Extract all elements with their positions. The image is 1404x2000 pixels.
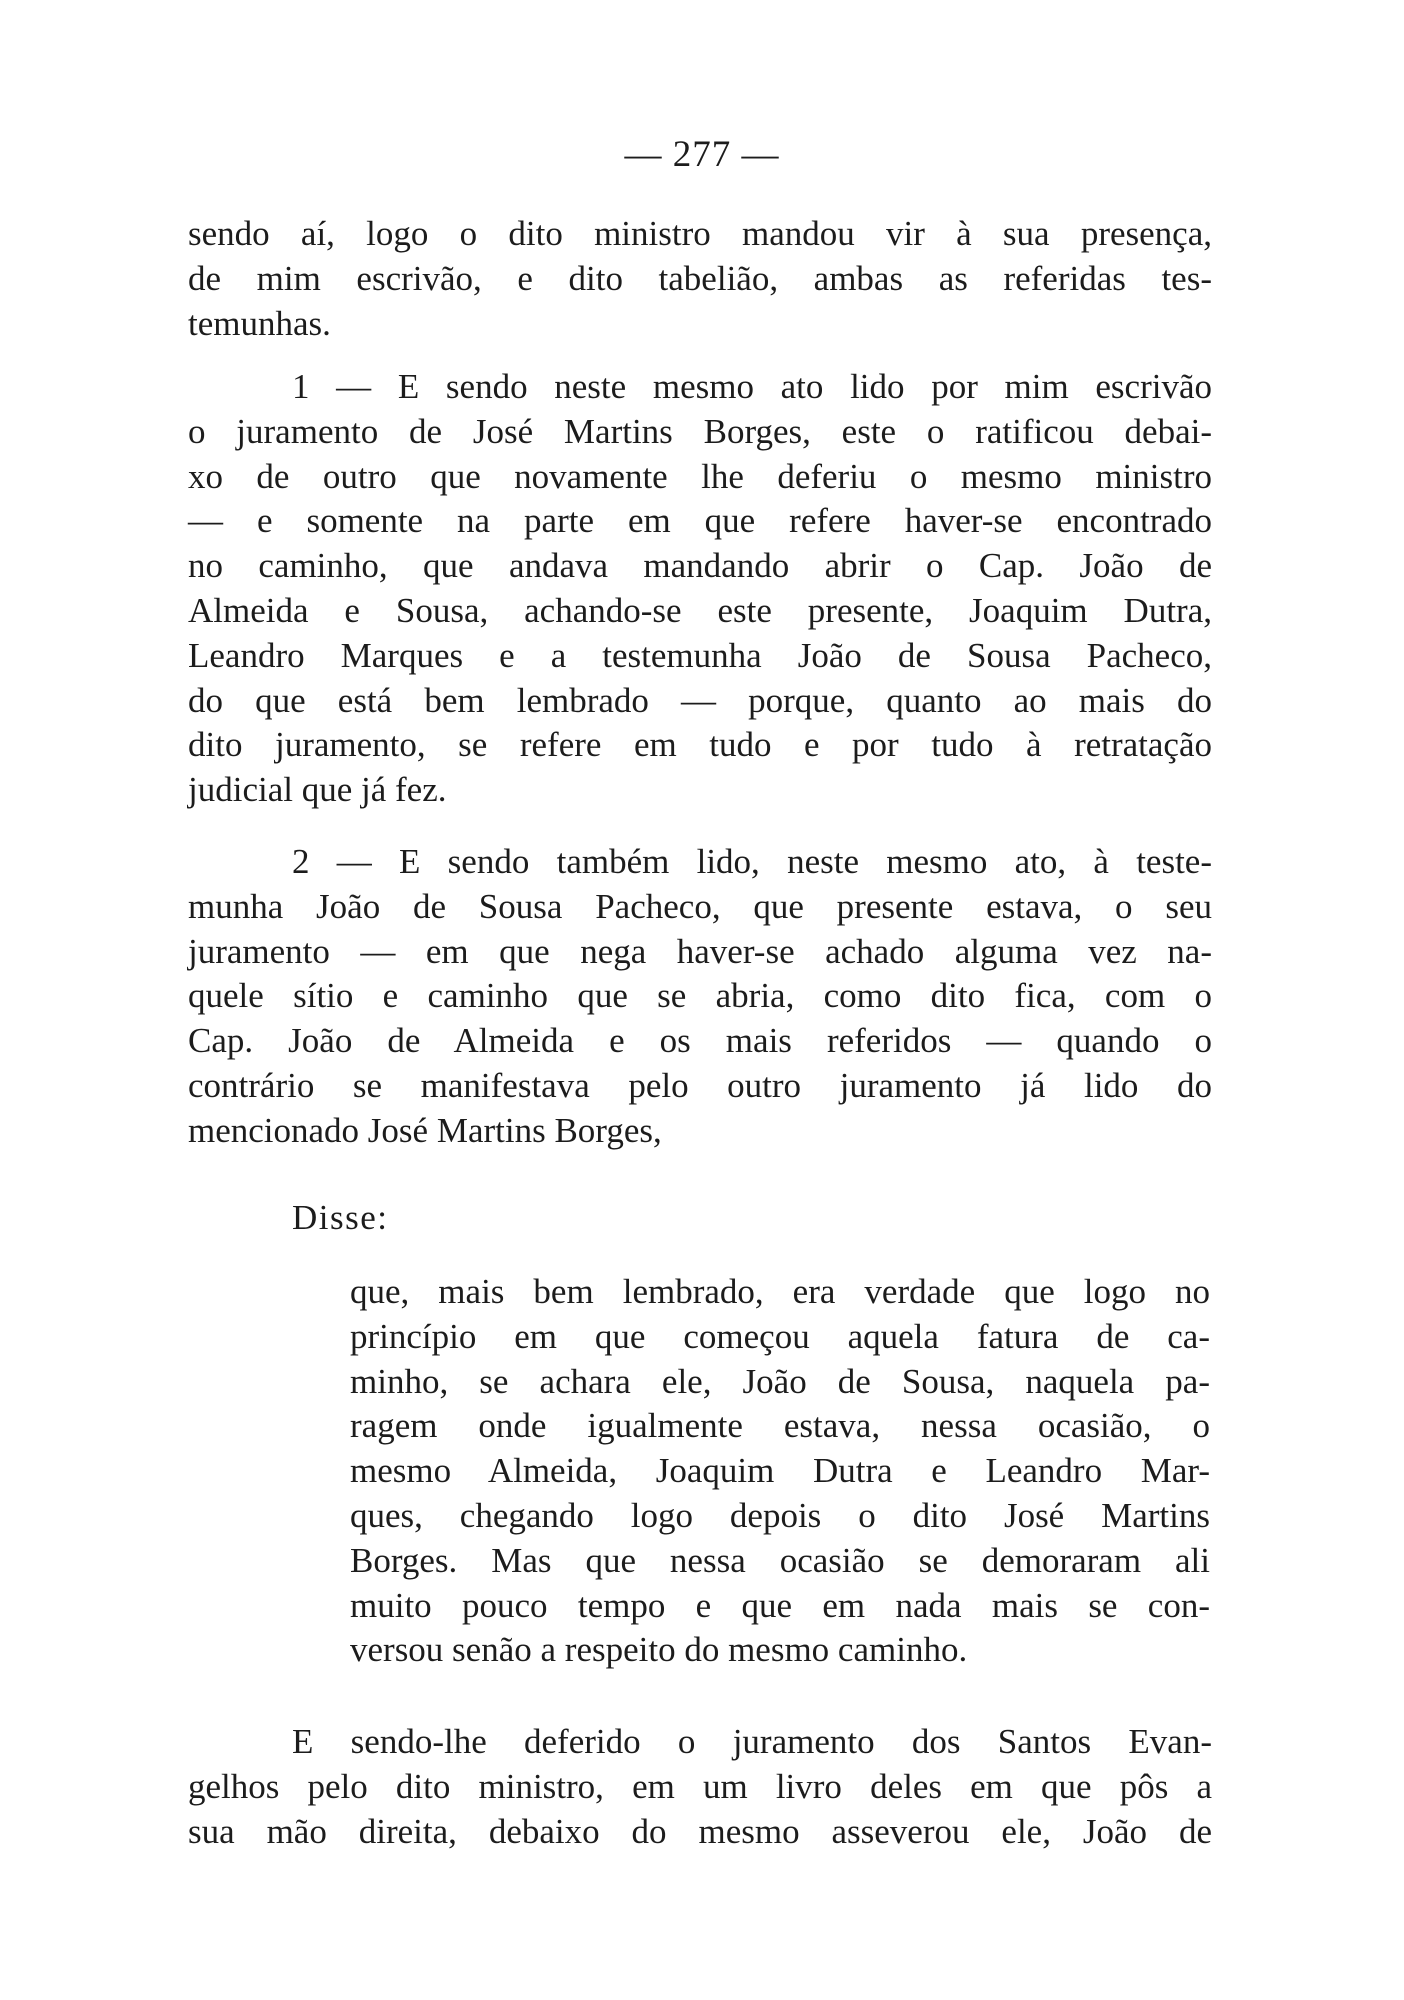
text-line: contrário se manifestava pelo outro juramento já lido do xyxy=(188,1065,1212,1105)
paragraph-item-2 xyxy=(188,840,1212,1154)
text-line: que, mais bem lembrado, era verdade que logo no xyxy=(350,1272,1210,1311)
text-line: mesmo Almeida, Joaquim Dutra e Leandro Mar- xyxy=(350,1451,1210,1491)
text-line: sua mão direita, debaixo do mesmo asseverou ele, João de xyxy=(188,1811,1212,1851)
text-line: judicial que já fez. xyxy=(188,770,447,810)
text-line: minho, se achara ele, João de Sousa, naquela pa- xyxy=(350,1361,1210,1401)
text-line: ragem onde igualmente estava, nessa ocasião, o xyxy=(350,1406,1210,1446)
text-line: dito juramento, se refere em tudo e por tudo à retratação xyxy=(188,725,1212,765)
text-line: quele sítio e caminho que se abria, como dito fica, com o xyxy=(188,976,1212,1016)
disse-label: Disse: xyxy=(292,1198,389,1237)
text-line: ques, chegando logo depois o dito José Martins xyxy=(350,1495,1210,1535)
text-line: do que está bem lembrado — porque, quanto ao mais do xyxy=(188,680,1212,720)
quoted-testimony xyxy=(350,1270,1210,1673)
text-line: E sendo-lhe deferido o juramento dos Santos Evan- xyxy=(292,1722,1212,1761)
text-line: Cap. João de Almeida e os mais referidos — quando o xyxy=(188,1021,1212,1061)
paragraph-item-1 xyxy=(188,365,1212,813)
text-line: muito pouco tempo e que em nada mais se con- xyxy=(350,1585,1210,1625)
text-line: juramento — em que nega haver-se achado alguma vez na- xyxy=(188,931,1212,971)
text-line: 2 — E sendo também lido, neste mesmo ato, à teste- xyxy=(292,842,1212,881)
text-line: Borges. Mas que nessa ocasião se demoraram ali xyxy=(350,1540,1210,1580)
text-line: o juramento de José Martins Borges, este o ratificou debai- xyxy=(188,411,1212,451)
paragraph-continuation xyxy=(188,212,1212,346)
text-line: 1 — E sendo neste mesmo ato lido por mim escrivão xyxy=(292,367,1212,406)
text-line: Leandro Marques e a testemunha João de Sousa Pacheco, xyxy=(188,635,1212,675)
text-line: gelhos pelo dito ministro, em um livro deles em que pôs a xyxy=(188,1766,1212,1806)
text-line: munha João de Sousa Pacheco, que presente estava, o seu xyxy=(188,886,1212,926)
text-line: xo de outro que novamente lhe deferiu o mesmo ministro xyxy=(188,456,1212,496)
text-line: temunhas. xyxy=(188,303,331,343)
text-line: no caminho, que andava mandando abrir o Cap. João de xyxy=(188,546,1212,586)
paragraph-closing xyxy=(188,1720,1212,1854)
text-line: — e somente na parte em que refere haver-se encontrado xyxy=(188,501,1212,541)
page-number: — 277 — xyxy=(624,134,780,175)
text-line: versou senão a respeito do mesmo caminho. xyxy=(350,1630,968,1670)
text-line: Almeida e Sousa, achando-se este presente, Joaquim Dutra, xyxy=(188,590,1212,630)
text-line: de mim escrivão, e dito tabelião, ambas as referidas tes- xyxy=(188,258,1212,298)
text-line: princípio em que começou aquela fatura de ca- xyxy=(350,1316,1210,1356)
text-line: sendo aí, logo o dito ministro mandou vir à sua presença, xyxy=(188,214,1212,253)
text-line: mencionado José Martins Borges, xyxy=(188,1110,662,1150)
